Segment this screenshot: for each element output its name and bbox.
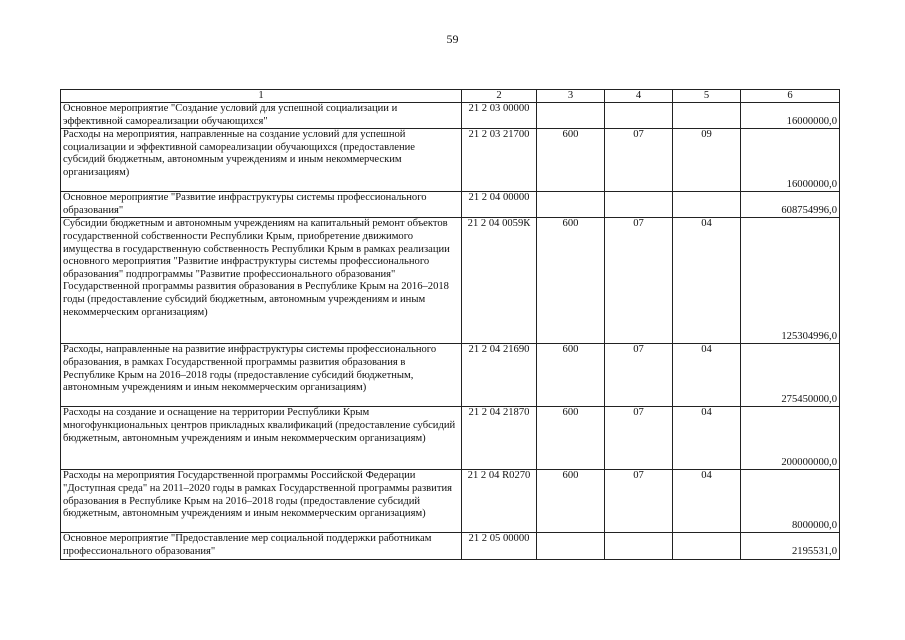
row-col4: 07 [605, 129, 673, 192]
row-col3 [537, 192, 605, 218]
row-code: 21 2 03 21700 [462, 129, 537, 192]
row-code: 21 2 05 00000 [462, 533, 537, 559]
column-header: 3 [537, 90, 605, 103]
row-col4 [605, 533, 673, 559]
row-col5 [673, 192, 741, 218]
page-number: 59 [446, 32, 459, 46]
row-col4: 07 [605, 344, 673, 407]
row-col3 [537, 533, 605, 559]
row-col4 [605, 103, 673, 129]
column-header: 2 [462, 90, 537, 103]
table-row [61, 470, 840, 533]
row-col5: 04 [673, 218, 741, 344]
row-col5: 04 [673, 344, 741, 407]
row-description: Основное мероприятие "Развитие инфраструктуры системы профессионального образования" [61, 192, 462, 218]
table-header-row [61, 90, 840, 103]
row-amount: 16000000,0 [741, 103, 840, 129]
row-col3: 600 [537, 407, 605, 470]
row-amount: 2195531,0 [741, 533, 840, 559]
row-amount: 125304996,0 [741, 218, 840, 344]
row-code: 21 2 03 00000 [462, 103, 537, 129]
column-header: 4 [605, 90, 673, 103]
row-col5: 04 [673, 407, 741, 470]
row-col4: 07 [605, 470, 673, 533]
row-col3: 600 [537, 470, 605, 533]
table-row [61, 218, 840, 344]
row-description: Расходы на создание и оснащение на территории Республики Крым многофункциональных центров прикладных квалификаций (предоставление субсидий бюджетным, автономным учреждениям и иным некоммерческим организациям) [61, 407, 462, 470]
row-col3 [537, 103, 605, 129]
row-amount: 275450000,0 [741, 344, 840, 407]
row-description: Расходы на мероприятия Государственной программы Российской Федерации "Доступная среда" на 2011–2020 годы в рамках Государственной программы развития образования в Республике Крым на 2016–2018 годы (предоставление субсидий бюджетным, автономным учреждениям и иным некоммерческим организациям) [61, 470, 462, 533]
row-amount: 608754996,0 [741, 192, 840, 218]
budget-table [60, 89, 840, 560]
row-description: Субсидии бюджетным и автономным учреждениям на капитальный ремонт объектов государственной собственности Республики Крым, приобретение движимого имущества в государственную собственность Республики Крым в рамках реализации основного мероприятия "Развитие инфраструктуры системы профессионального образования" подпрограммы "Развитие профессионального образования" Государственной программы развития образования в Республике Крым на 2016–2018 годы (предоставление субсидий бюджетным, автономным учреждениям и иным некоммерческим организациям) [61, 218, 462, 344]
row-code: 21 2 04 00000 [462, 192, 537, 218]
row-code: 21 2 04 R0270 [462, 470, 537, 533]
row-code: 21 2 04 21870 [462, 407, 537, 470]
row-description: Расходы, направленные на развитие инфраструктуры системы профессионального образования, в рамках Государственной программы развития образования в Республике Крым на 2016–2018 годы (предоставление субсидий бюджетным, автономным учреждениям и иным некоммерческим организациям) [61, 344, 462, 407]
column-header: 1 [61, 90, 462, 103]
table-row [61, 103, 840, 129]
row-description: Расходы на мероприятия, направленные на создание условий для успешной социализации и эффективной самореализации обучающихся (предоставление субсидий бюджетным, автономным учреждениям и иным некоммерческим организациям) [61, 129, 462, 192]
row-description: Основное мероприятие "Предоставление мер социальной поддержки работникам профессионального образования" [61, 533, 462, 559]
table-row [61, 129, 840, 192]
row-col3: 600 [537, 129, 605, 192]
row-col3: 600 [537, 344, 605, 407]
table-row [61, 344, 840, 407]
row-amount: 8000000,0 [741, 470, 840, 533]
column-header: 6 [741, 90, 840, 103]
row-code: 21 2 04 0059К [462, 218, 537, 344]
row-amount: 200000000,0 [741, 407, 840, 470]
row-amount: 16000000,0 [741, 129, 840, 192]
row-col5: 04 [673, 470, 741, 533]
table-row [61, 533, 840, 559]
table-row [61, 407, 840, 470]
row-col4: 07 [605, 218, 673, 344]
row-col5: 09 [673, 129, 741, 192]
row-col5 [673, 533, 741, 559]
row-col3: 600 [537, 218, 605, 344]
row-col4 [605, 192, 673, 218]
row-col4: 07 [605, 407, 673, 470]
row-col5 [673, 103, 741, 129]
table-row [61, 192, 840, 218]
row-description: Основное мероприятие "Создание условий для успешной социализации и эффективной самореализации обучающихся" [61, 103, 462, 129]
column-header: 5 [673, 90, 741, 103]
row-code: 21 2 04 21690 [462, 344, 537, 407]
